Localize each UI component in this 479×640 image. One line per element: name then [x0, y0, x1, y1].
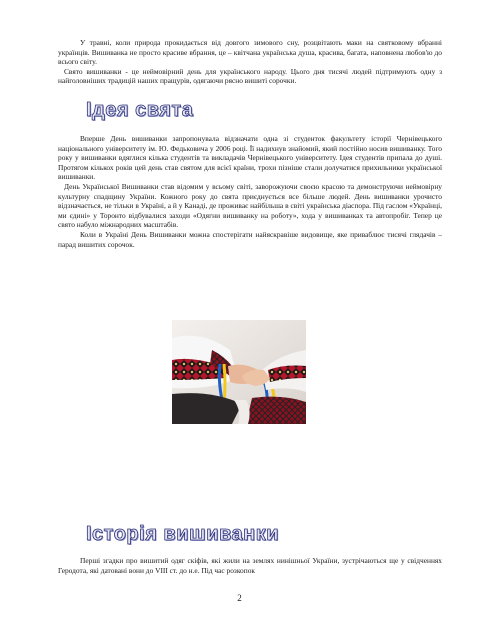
idea-paragraph-3: Коли в Україні День Вишиванки можна спостерігати найяскравіше видовище, яке приваблює тисячі глядачів – парад вишитих сорочок.: [58, 229, 442, 249]
section-heading-history: Історія вишиванки: [86, 523, 280, 545]
idea-paragraph-2: День Української Вишиванки став відомим у всьому світі, заворожуючи своєю красою та демонструючи неймовірну культурну спадщину України. Кожного року до свята приєднується все більше людей. День вишиванки урочисто відзначається, не тільки в Україні, а й у Канаді, де проживає найбільша в світі українська діаспора. Під гаслом «Українці, ми єдині» у Торонто відбувалися заходи «Одягни вишиванку на роботу», хода у вишиванках та автопробіг. Тепер це свято набуло міжнародних масштабів.: [58, 181, 442, 230]
history-text: [58, 556, 442, 575]
history-paragraph-1: Перші згадки про вишитий одяг скіфів, які жили на землях нинішньої України, зустрічаються ще у свідченнях Геродота, які датовані вони до VIII ст. до н.е. Під час розкопок: [58, 556, 442, 575]
idea-paragraph-1: Вперше День вишиванки запропонувала відзначати одна зі студенток факультету історії Чернівецького національного університету ім. Ю. Федьковича у 2006 році. Її надихнув знайомий, який постійно носив вишиванку. Того року у вишиванки вдяглися кілька студентів та викладачів Чернівецького університету. Ідея студентів припала до душі. Протягом кількох років цей день став святом для всієї країни, трохи пізніше стали долучатися прихильники української вишиванки.: [58, 134, 442, 182]
embroidered-shirts-photo: [172, 320, 306, 424]
intro-text: [58, 38, 442, 86]
intro-paragraph-1: У травні, коли природа прокидається від довгого зимового сну, розцвітають маки на святковому вбранні українців. Вишиванка не просто красиве вбрання, це – квітчана українська душа, красива, багата, наповнена любов'ю до всього світу.: [58, 38, 442, 67]
section-heading-idea: Ідея свята: [86, 99, 194, 121]
idea-text: [58, 134, 442, 249]
page-number: 2: [237, 593, 242, 603]
holding-hands-image: [172, 320, 306, 424]
intro-paragraph-2: Свято вишиванки - це неймовірний день для українського народу. Цього дня тисячі людей підтримують одну з найголовніших традицій наших пращурів, одягаючи рясно вишиті сорочки.: [58, 66, 442, 86]
